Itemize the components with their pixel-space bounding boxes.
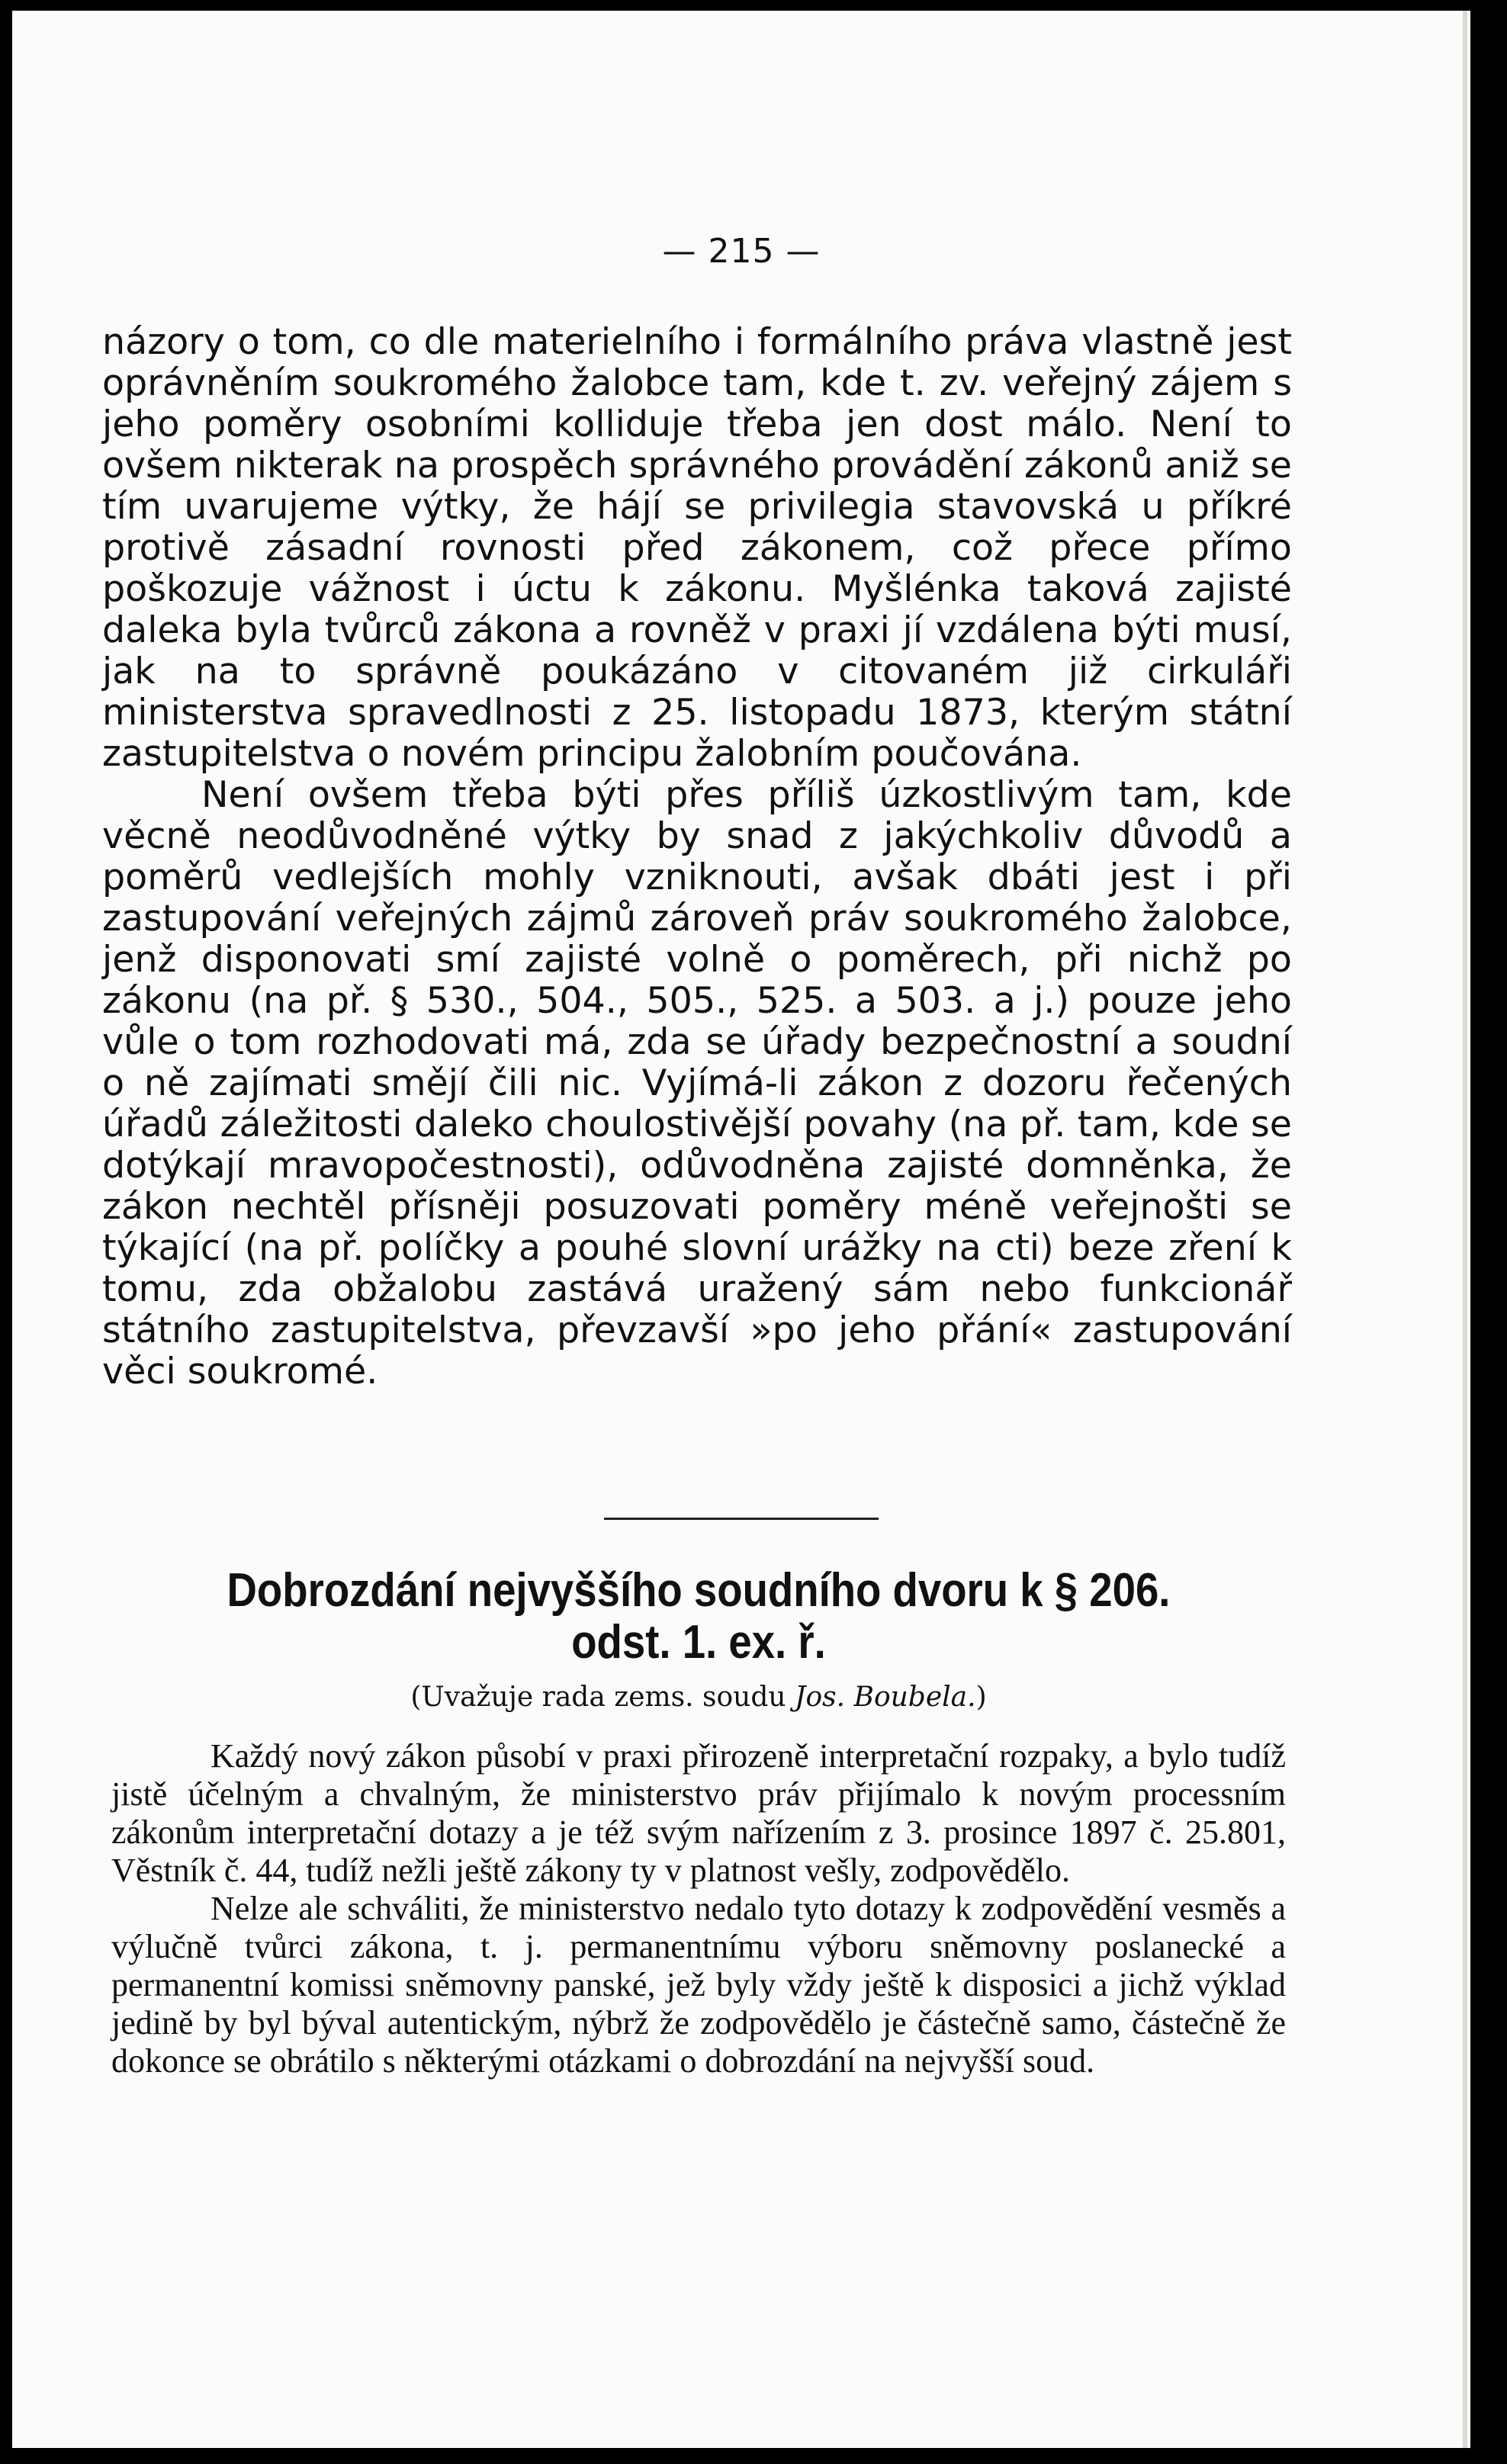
- page-edge-shadow: [1463, 11, 1467, 2448]
- attribution-suffix: ): [975, 1682, 987, 1713]
- attribution-author: Jos. Boubela.: [795, 1682, 976, 1713]
- continued-text-section: [102, 322, 1292, 1393]
- article-paragraph-2: Nelze ale schváliti, že ministerstvo nedalo tyto dotazy k zodpovědění vesměs a výlučně tvůrci zákona, t. j. permanentnímu výboru sněmovny poslanecké a permanentní komissi sněmovny panské, jež byly vždy ještě k disposici a jichž výklad jedině by byl býval autentickým, nýbrž že zodpovědělo je částečně samo, částečně že dokonce se obrátilo s některými otázkami o dobrozdání na nejvyšší soud.: [111, 1890, 1286, 2080]
- attribution-prefix: (Uvažuje rada zems. soudu: [410, 1682, 795, 1713]
- book-page: [12, 11, 1470, 2448]
- paragraph-1: názory o tom, co dle materielního i formálního práva vlastně jest oprávněním soukromého žalobce tam, kde t. zv. veřejný zájem s jeho poměry osobními kolliduje třeba jen dost málo. Není to ovšem nikterak na prospěch správného provádění zákonů aniž se tím uvarujeme výtky, že hájí se privilegia stavovská u příkré protivě zásadní rovnosti před zákonem, což přece přímo poškozuje vážnost i úctu k zákonu. Myšlénka taková zajisté daleka byla tvůrců zákona a rovněž v praxi jí vzdálena býti musí, jak na to správně poukázáno v citovaném již cirkuláři ministerstva spravedlnosti z 25. listopadu 1873, kterým státní zastupitelstva o novém principu žalobním poučována.: [102, 321, 1292, 775]
- author-attribution: [111, 1681, 1286, 1714]
- paragraph-2: Není ovšem třeba býti přes příliš úzkostlivým tam, kde věcně neodůvodněné výtky by snad z jakýchkoliv důvodů a poměrů vedlejších mohly vzniknouti, avšak dbáti jest i při zastupování veřejných zájmů zároveň práv soukromého žalobce, jenž disponovati smí zajisté volně o poměrech, při nichž po zákonu (na př. § 530., 504., 505., 525. a 503. a j.) pouze jeho vůle o tom rozhodovati má, zda se úřady bezpečnostní a soudní o ně zajímati smějí čili nic. Vyjímá-li zákon z dozoru řečených úřadů záležitosti daleko choulostivější povahy (na př. tam, kde se dotýkají mravopočestnosti), odůvodněna zajisté domněnka, že zákon nechtěl přísněji posuzovati poměry méně veřejnošti se týkající (na př. políčky a pouhé slovní urážky na cti) beze zření k tomu, zda obžalobu zastává uražený sám nebo funkcionář státního zastupitelstva, převzavší »po jeho přání« zastupování věci soukromé.: [102, 774, 1292, 1393]
- section-divider: [604, 1518, 879, 1520]
- heading-line-1: Dobrozdání nejvyššího soudního dvoru k § 206.: [227, 1564, 1171, 1617]
- article-body: [111, 1737, 1286, 2080]
- article-paragraph-1: Každý nový zákon působí v praxi přirozeně interpretační rozpaky, a bylo tudíž jistě účelným a chvalným, že ministerstvo práv přijímalo k novým processním zákonům interpretační dotazy a je též svým nařízením z 3. prosince 1897 č. 25.801, Věstník č. 44, tudíž nežli ještě zákony ty v platnost vešly, zodpovědělo.: [111, 1737, 1286, 1889]
- heading-line-2: odst. 1. ex. ř.: [571, 1616, 826, 1669]
- article-heading: [182, 1565, 1215, 1669]
- article-section: [111, 1565, 1286, 2080]
- page-number: — 215 —: [662, 232, 821, 271]
